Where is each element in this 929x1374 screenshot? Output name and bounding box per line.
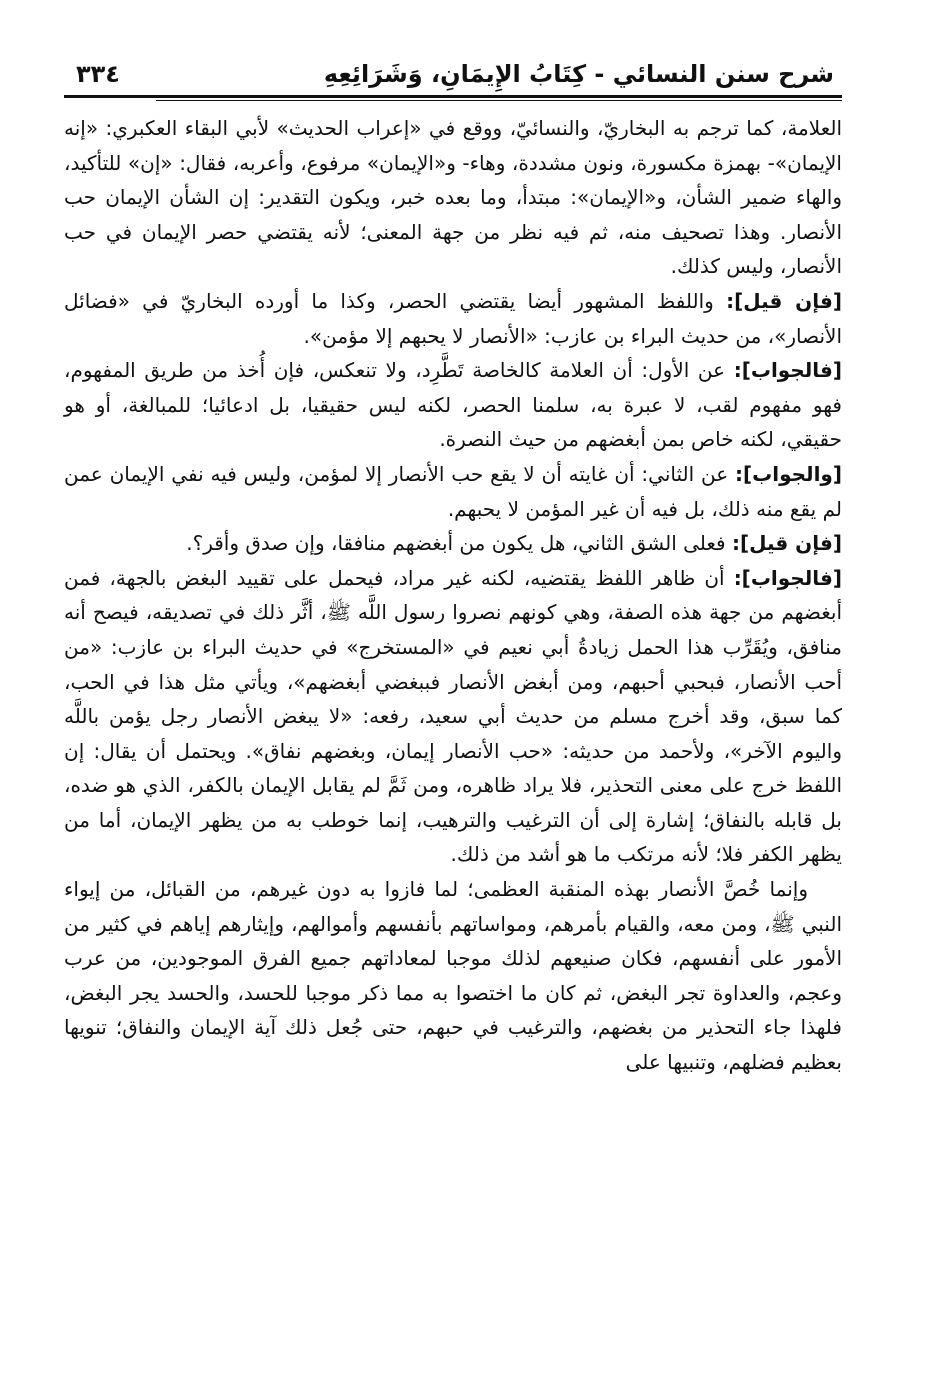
paragraph bbox=[64, 284, 842, 353]
paragraph-label: [فإن قيل]: bbox=[726, 288, 843, 313]
page-body bbox=[64, 111, 842, 1080]
header-rule-thin bbox=[156, 100, 842, 101]
paragraph-text: عن الثاني: أن غايته أن لا يقع حب الأنصار إلا لمؤمن، وليس فيه نفي الإيمان عمن لم يقع منه ذلك، بل فيه أن غير المؤمن لا يحبهم. bbox=[64, 461, 842, 521]
running-header bbox=[64, 42, 842, 94]
paragraph-label: [والجواب]: bbox=[735, 461, 842, 486]
paragraph-text: فعلى الشق الثاني، هل يكون من أبغضهم منافقا، وإن صدق وأقر؟. bbox=[186, 531, 726, 556]
header-rule-thick bbox=[64, 95, 842, 98]
paragraph-text: أن ظاهر اللفظ يقتضيه، لكنه غير مراد، فيحمل على تقييد البغض بالجهة، فمن أبغضهم من جهة هذه الصفة، وهي كونهم نصروا رسول اللَّه ﷺ، أثَّر ذلك في تصديقه، فيصح أنه منافق، ويُقَرِّب هذا الحمل زيادةُ أبي نعيم في «المستخرج» في حديث البراء بن عازب: «من أحب الأنصار، فبحبي أحبهم، ومن أبغض الأنصار فببغضي أبغضهم»، ويأتي مثل هذا في الحب، كما سبق، وقد أخرج مسلم من حديث أبي سعيد، رفعه: «لا يبغض الأنصار رجل يؤمن باللَّه واليوم الآخر»، ولأحمد من حديثه: «حب الأنصار إيمان، وبغضهم نفاق». ويحتمل أن يقال: إن اللفظ خرج على معنى التحذير، فلا يراد ظاهره، ومن ثَمَّ لم يقابل الإيمان بالكفر، الذي هو ضده، بل قابله بالنفاق؛ إشارة إلى أن الترغيب والترهيب، إنما خوطب به من يظهر الإيمان، أما من يظهر الكفر فلا؛ لأنه مرتكب ما هو أشد من ذلك. bbox=[64, 565, 842, 867]
paragraph bbox=[64, 457, 842, 526]
paragraph-label: [فالجواب]: bbox=[733, 565, 842, 590]
paragraph bbox=[64, 872, 842, 1080]
book-page bbox=[64, 42, 842, 1080]
paragraph-label: [فإن قيل]: bbox=[731, 531, 842, 556]
paragraph-text: العلامة، كما ترجم به البخاريّ، والنسائيّ، ووقع في «إعراب الحديث» لأبي البقاء العكبري: «إنه الإيمان»- بهمزة مكسورة، ونون مشددة، وهاء- و«الإيمان» مرفوع، وأعربه، فقال: «إن» للتأكيد، والهاء ضمير الشأن، و«الإيمان»: مبتدأ، وما بعده خبر، ويكون التقدير: إن الشأن الإيمان حب الأنصار. وهذا تصحيف منه، ثم فيه نظر من جهة المعنى؛ لأنه يقتضي حصر الإيمان في حب الأنصار، وليس كذلك. bbox=[64, 116, 842, 279]
paragraph-label: [فالجواب]: bbox=[733, 358, 843, 383]
paragraph bbox=[64, 561, 842, 872]
header-title: شرح سنن النسائي - كِتَابُ الإِيمَانِ، وَشَرَائِعِهِ bbox=[323, 60, 834, 88]
paragraph-text: عن الأول: أن العلامة كالخاصة تَطَّرِد، ولا تنعكس، فإن أُخذ من طريق المفهوم، فهو مفهوم لقب، لا عبرة به، سلمنا الحصر، لكنه ليس حقيقيا، بل ادعائيا؛ للمبالغة، أو هو حقيقي، لكنه خاص بمن أبغضهم من حيث النصرة. bbox=[64, 358, 842, 452]
paragraph-text: وإنما خُصَّ الأنصار بهذه المنقبة العظمى؛ لما فازوا به دون غيرهم، من القبائل، من إيواء النبي ﷺ، ومن معه، والقيام بأمرهم، ومواساتهم بأنفسهم وأموالهم، وإيثارهم إياهم في كثير من الأمور على أنفسهم، فكان صنيعهم لذلك موجبا لمعاداتهم جميع الفرق الموجودين، من عرب وعجم، والعداوة تجر البغض، ثم كان ما اختصوا به مما ذكر موجبا للحسد، والحسد يجر البغض، فلهذا جاء التحذير من بغضهم، والترغيب في حبهم، حتى جُعل ذلك آية الإيمان والنفاق؛ تنويها بعظيم فضلهم، وتنبيها على bbox=[64, 877, 842, 1075]
paragraph-text: واللفظ المشهور أيضا يقتضي الحصر، وكذا ما أورده البخاريّ في «فضائل الأنصار»، من حديث البراء بن عازب: «الأنصار لا يحبهم إلا مؤمن». bbox=[64, 288, 842, 348]
paragraph bbox=[64, 353, 842, 457]
paragraph bbox=[64, 526, 842, 561]
paragraph bbox=[64, 111, 842, 284]
page-number: ٣٣٤ bbox=[76, 60, 120, 88]
